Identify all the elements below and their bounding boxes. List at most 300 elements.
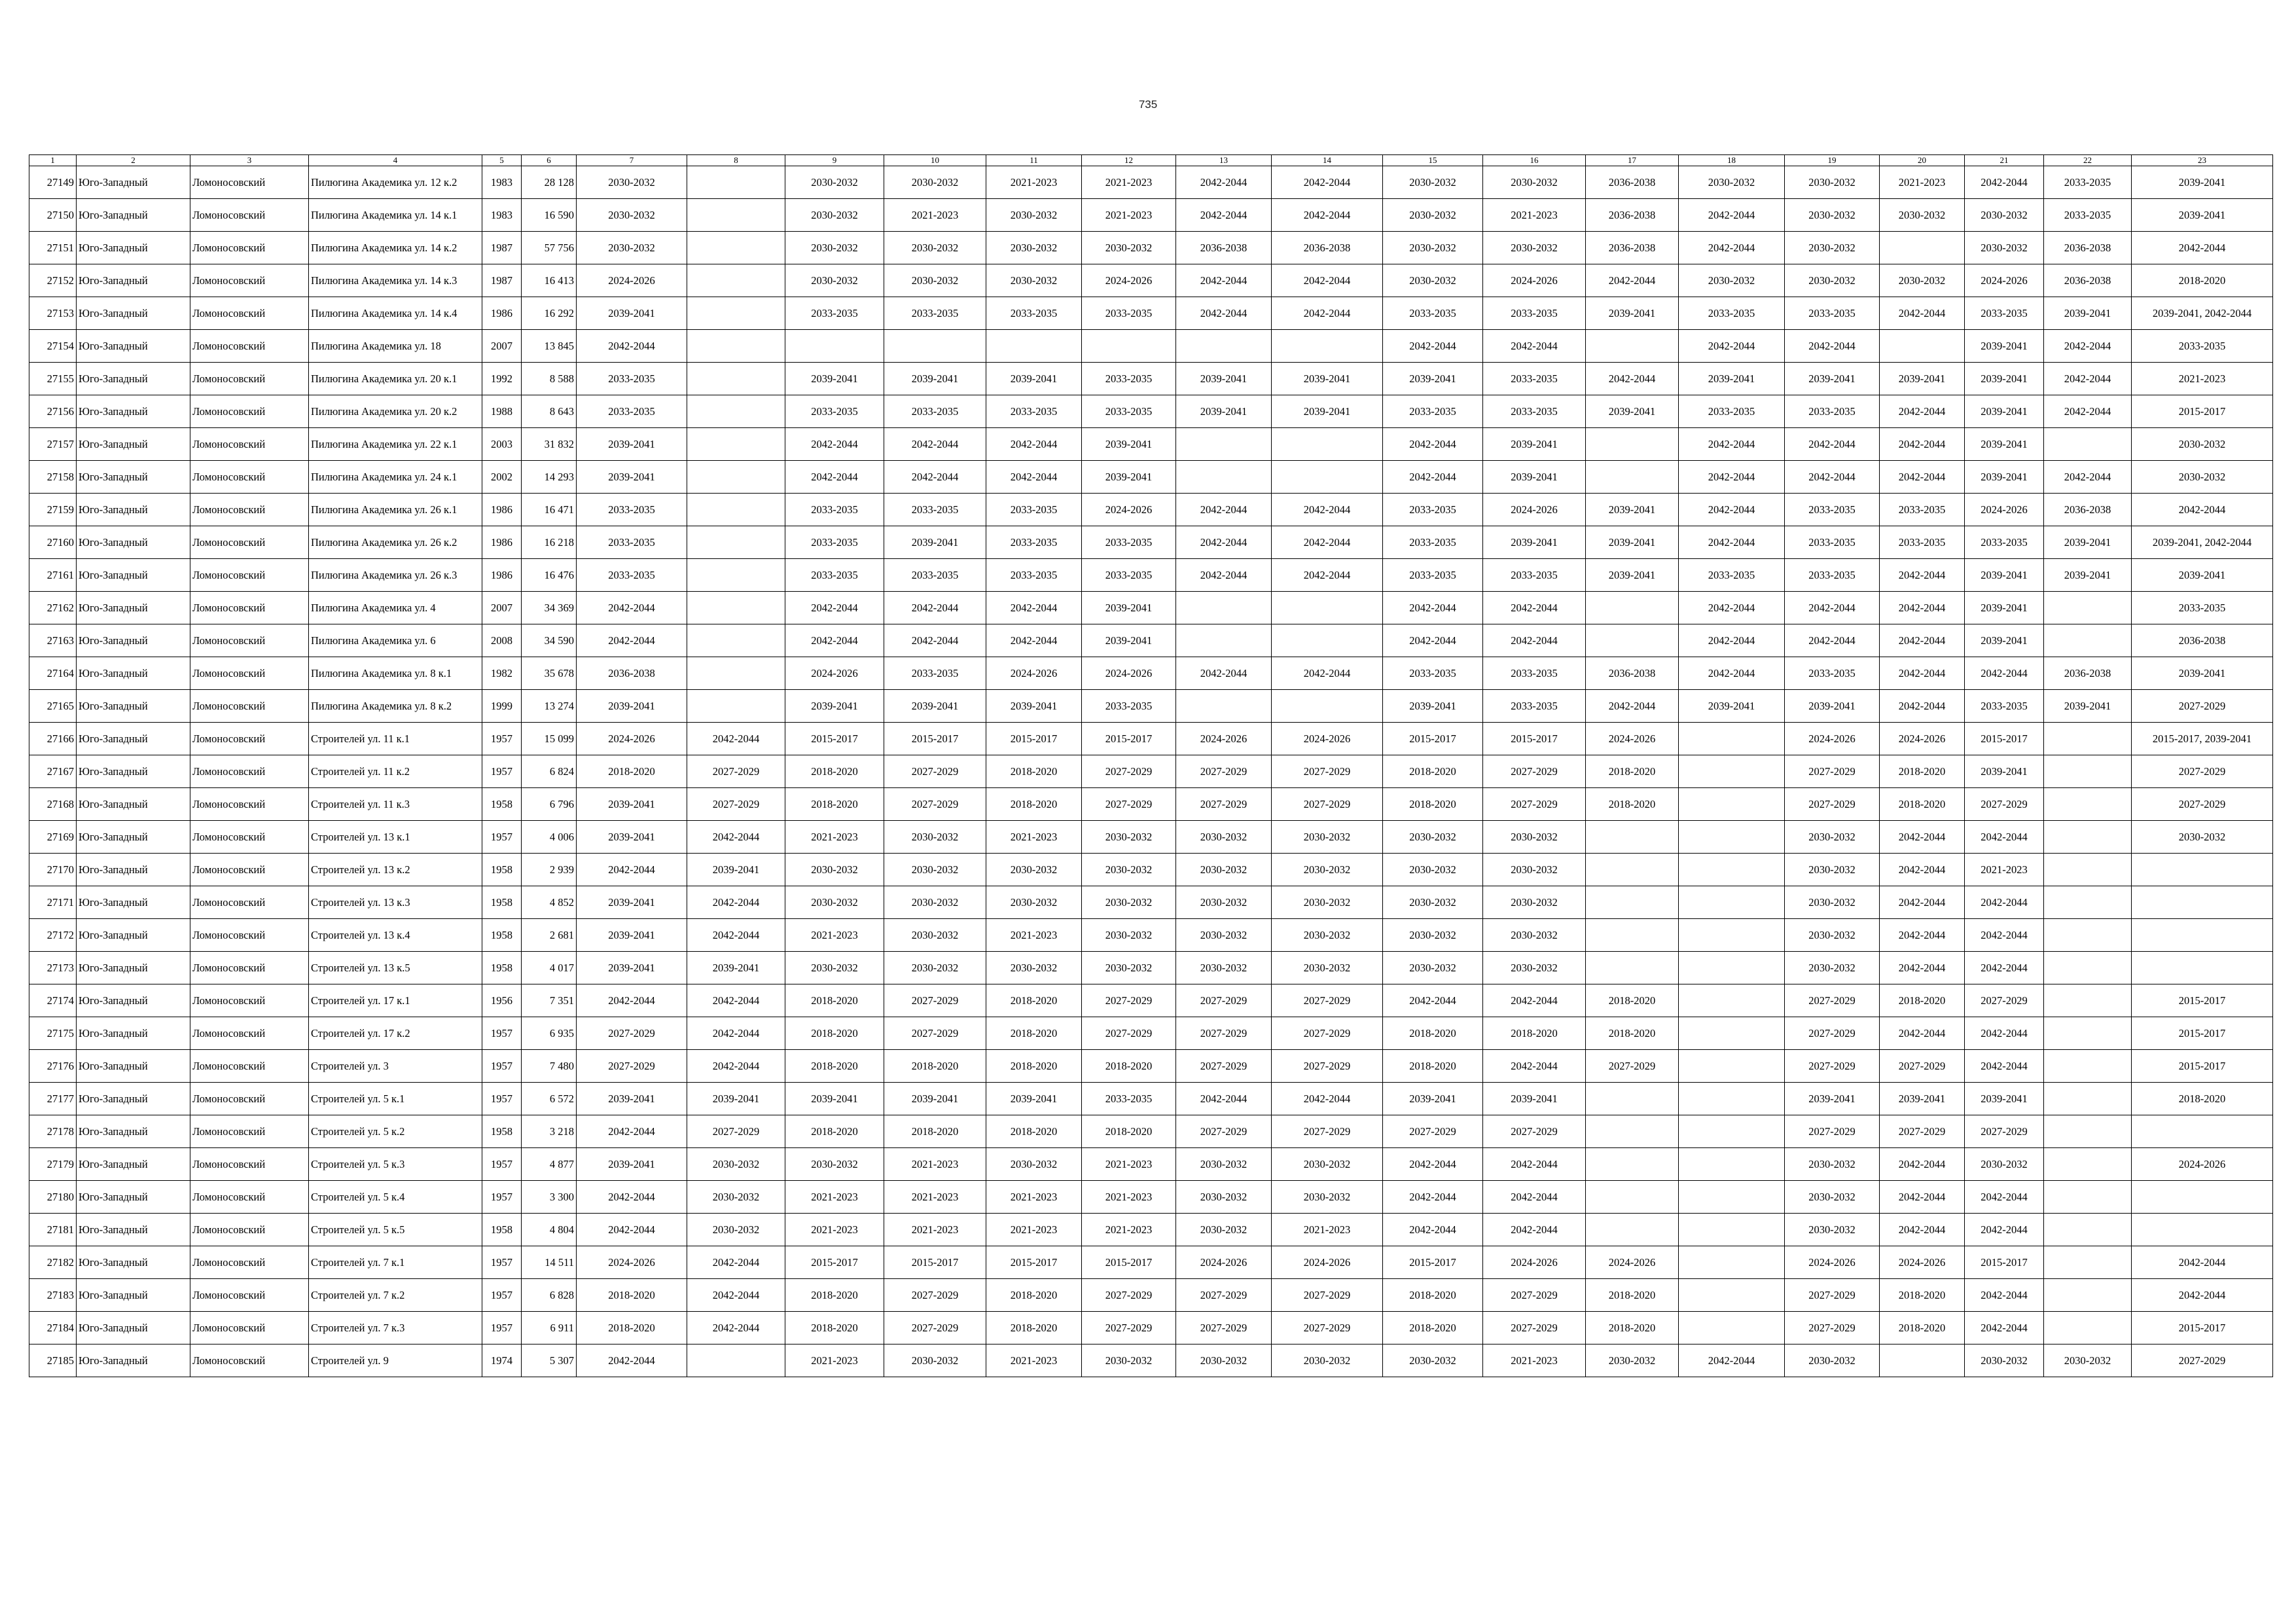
raion-cell: Ломоносовский [190,264,309,297]
table-row [29,526,2273,559]
area-cell: 8 588 [522,363,577,395]
period-cell-col-10: 2030-2032 [884,821,986,854]
period-cell-col-13: 2030-2032 [1176,1148,1272,1181]
column-header-6: 6 [522,155,577,166]
period-cell-col-23: 2015-2017 [2132,1017,2273,1050]
period-cell-col-17: 2036-2038 [1586,657,1679,690]
row-id-cell: 27180 [29,1181,77,1214]
period-cell-col-23: 2042-2044 [2132,1246,2273,1279]
period-cell-col-14: 2024-2026 [1272,723,1383,755]
period-cell-col-8: 2042-2044 [687,821,785,854]
address-cell: Строителей ул. 5 к.3 [309,1148,482,1181]
period-cell-col-21: 2042-2044 [1965,919,2044,952]
period-cell-col-19: 2039-2041 [1785,1083,1880,1115]
period-cell-col-10: 2042-2044 [884,624,986,657]
period-cell-col-7: 2027-2029 [577,1050,687,1083]
period-cell-col-18 [1679,1050,1785,1083]
period-cell-col-16: 2033-2035 [1483,363,1586,395]
address-cell: Строителей ул. 5 к.4 [309,1181,482,1214]
period-cell-col-12: 2027-2029 [1082,1017,1176,1050]
period-cell-col-13: 2030-2032 [1176,1181,1272,1214]
period-cell-col-18: 2042-2044 [1679,199,1785,232]
period-cell-col-18 [1679,723,1785,755]
address-cell: Строителей ул. 13 к.5 [309,952,482,984]
area-cell: 8 643 [522,395,577,428]
period-cell-col-8: 2039-2041 [687,952,785,984]
period-cell-col-11: 2015-2017 [986,1246,1082,1279]
period-cell-col-14: 2042-2044 [1272,494,1383,526]
period-cell-col-19: 2030-2032 [1785,264,1880,297]
row-id-cell: 27168 [29,788,77,821]
period-cell-col-10: 2021-2023 [884,1148,986,1181]
area-cell: 6 828 [522,1279,577,1312]
area-cell: 14 511 [522,1246,577,1279]
build-year-cell: 1957 [482,1312,522,1344]
period-cell-col-22 [2044,428,2132,461]
period-cell-col-19: 2030-2032 [1785,1148,1880,1181]
area-cell: 6 824 [522,755,577,788]
column-header-9: 9 [785,155,884,166]
period-cell-col-13: 2042-2044 [1176,526,1272,559]
build-year-cell: 1988 [482,395,522,428]
build-year-cell: 2008 [482,624,522,657]
period-cell-col-18 [1679,919,1785,952]
period-cell-col-23: 2015-2017 [2132,984,2273,1017]
period-cell-col-23 [2132,1115,2273,1148]
period-cell-col-8: 2042-2044 [687,919,785,952]
row-id-cell: 27164 [29,657,77,690]
area-cell: 16 590 [522,199,577,232]
period-cell-col-15: 2018-2020 [1383,755,1483,788]
period-cell-col-23: 2018-2020 [2132,264,2273,297]
period-cell-col-21: 2042-2044 [1965,657,2044,690]
period-cell-col-17 [1586,919,1679,952]
build-year-cell: 1982 [482,657,522,690]
period-cell-col-11: 2030-2032 [986,854,1082,886]
period-cell-col-7: 2039-2041 [577,428,687,461]
period-cell-col-9: 2033-2035 [785,526,884,559]
period-cell-col-13: 2027-2029 [1176,1017,1272,1050]
period-cell-col-13: 2030-2032 [1176,854,1272,886]
period-cell-col-18 [1679,1312,1785,1344]
period-cell-col-13: 2036-2038 [1176,232,1272,264]
okrug-cell: Юго-Западный [77,1312,190,1344]
period-cell-col-17 [1586,1083,1679,1115]
period-cell-col-14 [1272,592,1383,624]
period-cell-col-18 [1679,984,1785,1017]
period-cell-col-7: 2042-2044 [577,1214,687,1246]
address-cell: Строителей ул. 11 к.2 [309,755,482,788]
okrug-cell: Юго-Западный [77,1344,190,1377]
build-year-cell: 1957 [482,821,522,854]
period-cell-col-9: 2042-2044 [785,428,884,461]
column-header-20: 20 [1880,155,1965,166]
period-cell-col-22 [2044,624,2132,657]
period-cell-col-13: 2030-2032 [1176,886,1272,919]
period-cell-col-18 [1679,788,1785,821]
period-cell-col-15: 2042-2044 [1383,461,1483,494]
area-cell: 4 017 [522,952,577,984]
table-row [29,395,2273,428]
period-cell-col-7: 2039-2041 [577,788,687,821]
address-cell: Пилюгина Академика ул. 18 [309,330,482,363]
address-cell: Пилюгина Академика ул. 8 к.2 [309,690,482,723]
period-cell-col-9: 2030-2032 [785,1148,884,1181]
period-cell-col-22 [2044,1115,2132,1148]
period-cell-col-14 [1272,330,1383,363]
period-cell-col-17 [1586,821,1679,854]
period-cell-col-20: 2042-2044 [1880,592,1965,624]
table-row [29,461,2273,494]
period-cell-col-7: 2030-2032 [577,199,687,232]
period-cell-col-21: 2030-2032 [1965,232,2044,264]
period-cell-col-15: 2030-2032 [1383,1344,1483,1377]
period-cell-col-20: 2024-2026 [1880,1246,1965,1279]
period-cell-col-23: 2018-2020 [2132,1083,2273,1115]
period-cell-col-20: 2042-2044 [1880,821,1965,854]
period-cell-col-15: 2018-2020 [1383,1017,1483,1050]
period-cell-col-19: 2024-2026 [1785,1246,1880,1279]
period-cell-col-7: 2036-2038 [577,657,687,690]
period-cell-col-12: 2015-2017 [1082,723,1176,755]
period-cell-col-14: 2030-2032 [1272,886,1383,919]
period-cell-col-16: 2033-2035 [1483,690,1586,723]
table-row [29,232,2273,264]
period-cell-col-20: 2042-2044 [1880,624,1965,657]
period-cell-col-15: 2030-2032 [1383,232,1483,264]
raion-cell: Ломоносовский [190,984,309,1017]
period-cell-col-8: 2030-2032 [687,1148,785,1181]
period-cell-col-21: 2042-2044 [1965,1017,2044,1050]
period-cell-col-13: 2042-2044 [1176,264,1272,297]
period-cell-col-17: 2036-2038 [1586,199,1679,232]
address-cell: Пилюгина Академика ул. 14 к.1 [309,199,482,232]
period-cell-col-15: 2033-2035 [1383,494,1483,526]
period-cell-col-16: 2027-2029 [1483,1115,1586,1148]
table-row [29,363,2273,395]
okrug-cell: Юго-Западный [77,395,190,428]
address-cell: Пилюгина Академика ул. 8 к.1 [309,657,482,690]
period-cell-col-17 [1586,428,1679,461]
period-cell-col-22 [2044,1279,2132,1312]
raion-cell: Ломоносовский [190,1148,309,1181]
period-cell-col-7: 2039-2041 [577,461,687,494]
period-cell-col-20: 2042-2044 [1880,854,1965,886]
period-cell-col-12: 2030-2032 [1082,232,1176,264]
build-year-cell: 2003 [482,428,522,461]
period-cell-col-11: 2033-2035 [986,526,1082,559]
table-row [29,1214,2273,1246]
period-cell-col-8 [687,1344,785,1377]
period-cell-col-22 [2044,1181,2132,1214]
period-cell-col-8: 2030-2032 [687,1214,785,1246]
table-row [29,592,2273,624]
period-cell-col-14: 2042-2044 [1272,297,1383,330]
column-header-13: 13 [1176,155,1272,166]
period-cell-col-21: 2042-2044 [1965,886,2044,919]
raion-cell: Ломоносовский [190,788,309,821]
period-cell-col-16: 2042-2044 [1483,624,1586,657]
period-cell-col-21: 2027-2029 [1965,1115,2044,1148]
raion-cell: Ломоносовский [190,395,309,428]
period-cell-col-20: 2042-2044 [1880,559,1965,592]
period-cell-col-22 [2044,1246,2132,1279]
period-cell-col-7: 2033-2035 [577,494,687,526]
period-cell-col-21: 2039-2041 [1965,461,2044,494]
build-year-cell: 1957 [482,1279,522,1312]
period-cell-col-21: 2039-2041 [1965,559,2044,592]
table-row [29,559,2273,592]
period-cell-col-15: 2015-2017 [1383,1246,1483,1279]
row-id-cell: 27172 [29,919,77,952]
period-cell-col-21: 2039-2041 [1965,592,2044,624]
period-cell-col-19: 2033-2035 [1785,494,1880,526]
period-cell-col-12: 2027-2029 [1082,1279,1176,1312]
period-cell-col-7: 2039-2041 [577,952,687,984]
period-cell-col-23: 2033-2035 [2132,592,2273,624]
period-cell-col-23: 2042-2044 [2132,232,2273,264]
period-cell-col-11: 2030-2032 [986,1148,1082,1181]
period-cell-col-18: 2042-2044 [1679,330,1785,363]
period-cell-col-17: 2039-2041 [1586,526,1679,559]
period-cell-col-19: 2042-2044 [1785,624,1880,657]
table-row [29,624,2273,657]
period-cell-col-23: 2039-2041 [2132,199,2273,232]
period-cell-col-11: 2030-2032 [986,264,1082,297]
table-row [29,755,2273,788]
address-cell: Пилюгина Академика ул. 20 к.2 [309,395,482,428]
build-year-cell: 1957 [482,1083,522,1115]
build-year-cell: 1983 [482,166,522,199]
period-cell-col-7: 2042-2044 [577,624,687,657]
period-cell-col-10: 2042-2044 [884,461,986,494]
period-cell-col-22 [2044,1148,2132,1181]
period-cell-col-10: 2033-2035 [884,395,986,428]
row-id-cell: 27173 [29,952,77,984]
period-cell-col-23: 2042-2044 [2132,494,2273,526]
period-cell-col-12: 2033-2035 [1082,395,1176,428]
period-cell-col-19: 2030-2032 [1785,199,1880,232]
period-cell-col-15: 2018-2020 [1383,1312,1483,1344]
period-cell-col-19: 2042-2044 [1785,592,1880,624]
period-cell-col-23: 2030-2032 [2132,821,2273,854]
area-cell: 15 099 [522,723,577,755]
row-id-cell: 27177 [29,1083,77,1115]
period-cell-col-12: 2039-2041 [1082,624,1176,657]
address-cell: Строителей ул. 11 к.3 [309,788,482,821]
table-header [29,155,2273,166]
period-cell-col-7: 2039-2041 [577,1083,687,1115]
period-cell-col-16: 2042-2044 [1483,1148,1586,1181]
period-cell-col-15: 2030-2032 [1383,952,1483,984]
period-cell-col-8: 2042-2044 [687,1050,785,1083]
period-cell-col-10: 2030-2032 [884,919,986,952]
okrug-cell: Юго-Западный [77,1214,190,1246]
period-cell-col-14: 2039-2041 [1272,395,1383,428]
period-cell-col-14: 2030-2032 [1272,952,1383,984]
period-cell-col-8: 2042-2044 [687,886,785,919]
build-year-cell: 1957 [482,1050,522,1083]
period-cell-col-14: 2036-2038 [1272,232,1383,264]
period-cell-col-10: 2021-2023 [884,1181,986,1214]
period-cell-col-13: 2027-2029 [1176,788,1272,821]
raion-cell: Ломоносовский [190,886,309,919]
period-cell-col-15: 2033-2035 [1383,657,1483,690]
raion-cell: Ломоносовский [190,297,309,330]
period-cell-col-23: 2024-2026 [2132,1148,2273,1181]
area-cell: 6 911 [522,1312,577,1344]
period-cell-col-19: 2030-2032 [1785,1181,1880,1214]
build-year-cell: 1958 [482,1214,522,1246]
period-cell-col-12: 2021-2023 [1082,199,1176,232]
address-cell: Строителей ул. 13 к.3 [309,886,482,919]
okrug-cell: Юго-Западный [77,461,190,494]
period-cell-col-8 [687,559,785,592]
period-cell-col-15: 2042-2044 [1383,592,1483,624]
period-cell-col-7: 2024-2026 [577,1246,687,1279]
period-cell-col-12 [1082,330,1176,363]
period-cell-col-12: 2030-2032 [1082,952,1176,984]
period-cell-col-23: 2033-2035 [2132,330,2273,363]
area-cell: 3 218 [522,1115,577,1148]
period-cell-col-14: 2021-2023 [1272,1214,1383,1246]
okrug-cell: Юго-Западный [77,1246,190,1279]
period-cell-col-10: 2018-2020 [884,1115,986,1148]
build-year-cell: 1987 [482,264,522,297]
area-cell: 28 128 [522,166,577,199]
row-id-cell: 27165 [29,690,77,723]
period-cell-col-13: 2027-2029 [1176,1050,1272,1083]
period-cell-col-20: 2042-2044 [1880,1148,1965,1181]
period-cell-col-15: 2030-2032 [1383,199,1483,232]
okrug-cell: Юго-Западный [77,559,190,592]
period-cell-col-20 [1880,1344,1965,1377]
okrug-cell: Юго-Западный [77,232,190,264]
period-cell-col-23 [2132,886,2273,919]
period-cell-col-22: 2036-2038 [2044,264,2132,297]
period-cell-col-19: 2027-2029 [1785,1017,1880,1050]
period-cell-col-14: 2042-2044 [1272,1083,1383,1115]
area-cell: 16 476 [522,559,577,592]
period-cell-col-16: 2039-2041 [1483,526,1586,559]
row-id-cell: 27150 [29,199,77,232]
period-cell-col-16: 2030-2032 [1483,854,1586,886]
period-cell-col-21: 2021-2023 [1965,854,2044,886]
period-cell-col-15: 2030-2032 [1383,919,1483,952]
period-cell-col-9: 2018-2020 [785,1312,884,1344]
period-cell-col-18: 2030-2032 [1679,264,1785,297]
period-cell-col-14: 2027-2029 [1272,984,1383,1017]
period-cell-col-12: 2033-2035 [1082,1083,1176,1115]
period-cell-col-17: 2018-2020 [1586,1017,1679,1050]
period-cell-col-21: 2042-2044 [1965,1181,2044,1214]
period-cell-col-14: 2042-2044 [1272,264,1383,297]
table-row [29,1148,2273,1181]
period-cell-col-12: 2021-2023 [1082,1181,1176,1214]
period-cell-col-10: 2039-2041 [884,363,986,395]
period-cell-col-15: 2039-2041 [1383,363,1483,395]
raion-cell: Ломоносовский [190,690,309,723]
okrug-cell: Юго-Западный [77,1017,190,1050]
period-cell-col-11: 2042-2044 [986,624,1082,657]
period-cell-col-16: 2042-2044 [1483,592,1586,624]
address-cell: Строителей ул. 5 к.2 [309,1115,482,1148]
period-cell-col-10: 2027-2029 [884,788,986,821]
table-row [29,166,2273,199]
period-cell-col-16: 2030-2032 [1483,232,1586,264]
period-cell-col-9: 2030-2032 [785,199,884,232]
address-cell: Пилюгина Академика ул. 6 [309,624,482,657]
period-cell-col-14: 2027-2029 [1272,1017,1383,1050]
period-cell-col-8 [687,330,785,363]
period-cell-col-12: 2027-2029 [1082,788,1176,821]
column-header-7: 7 [577,155,687,166]
period-cell-col-16: 2039-2041 [1483,428,1586,461]
period-cell-col-20: 2042-2044 [1880,395,1965,428]
period-cell-col-9: 2018-2020 [785,755,884,788]
period-cell-col-13: 2027-2029 [1176,1312,1272,1344]
row-id-cell: 27170 [29,854,77,886]
period-cell-col-14: 2027-2029 [1272,1312,1383,1344]
column-header-1: 1 [29,155,77,166]
build-year-cell: 1957 [482,755,522,788]
period-cell-col-11: 2021-2023 [986,1344,1082,1377]
raion-cell: Ломоносовский [190,755,309,788]
period-cell-col-13: 2027-2029 [1176,984,1272,1017]
area-cell: 6 572 [522,1083,577,1115]
address-cell: Строителей ул. 13 к.2 [309,854,482,886]
period-cell-col-9: 2018-2020 [785,1279,884,1312]
area-cell: 34 369 [522,592,577,624]
period-cell-col-10: 2039-2041 [884,690,986,723]
period-cell-col-17 [1586,592,1679,624]
address-cell: Строителей ул. 3 [309,1050,482,1083]
period-cell-col-11: 2021-2023 [986,1181,1082,1214]
period-cell-col-13: 2042-2044 [1176,166,1272,199]
period-cell-col-8 [687,363,785,395]
period-cell-col-17: 2039-2041 [1586,494,1679,526]
period-cell-col-17 [1586,1214,1679,1246]
period-cell-col-13: 2030-2032 [1176,919,1272,952]
period-cell-col-11: 2030-2032 [986,952,1082,984]
period-cell-col-18: 2042-2044 [1679,624,1785,657]
period-cell-col-13: 2042-2044 [1176,199,1272,232]
period-cell-col-12: 2039-2041 [1082,428,1176,461]
period-cell-col-13 [1176,592,1272,624]
period-cell-col-17: 2018-2020 [1586,984,1679,1017]
period-cell-col-15: 2042-2044 [1383,330,1483,363]
period-cell-col-15: 2018-2020 [1383,1279,1483,1312]
period-cell-col-14: 2042-2044 [1272,657,1383,690]
period-cell-col-21: 2030-2032 [1965,199,2044,232]
period-cell-col-19: 2033-2035 [1785,657,1880,690]
period-cell-col-10: 2027-2029 [884,1017,986,1050]
period-cell-col-20: 2042-2044 [1880,297,1965,330]
period-cell-col-21: 2033-2035 [1965,297,2044,330]
address-cell: Строителей ул. 9 [309,1344,482,1377]
table-row [29,1050,2273,1083]
period-cell-col-14 [1272,624,1383,657]
address-cell: Пилюгина Академика ул. 22 к.1 [309,428,482,461]
period-cell-col-11 [986,330,1082,363]
period-cell-col-14: 2030-2032 [1272,919,1383,952]
okrug-cell: Юго-Западный [77,592,190,624]
build-year-cell: 2007 [482,330,522,363]
period-cell-col-13: 2030-2032 [1176,952,1272,984]
period-cell-col-9: 2039-2041 [785,690,884,723]
area-cell: 3 300 [522,1181,577,1214]
period-cell-col-12: 2039-2041 [1082,461,1176,494]
